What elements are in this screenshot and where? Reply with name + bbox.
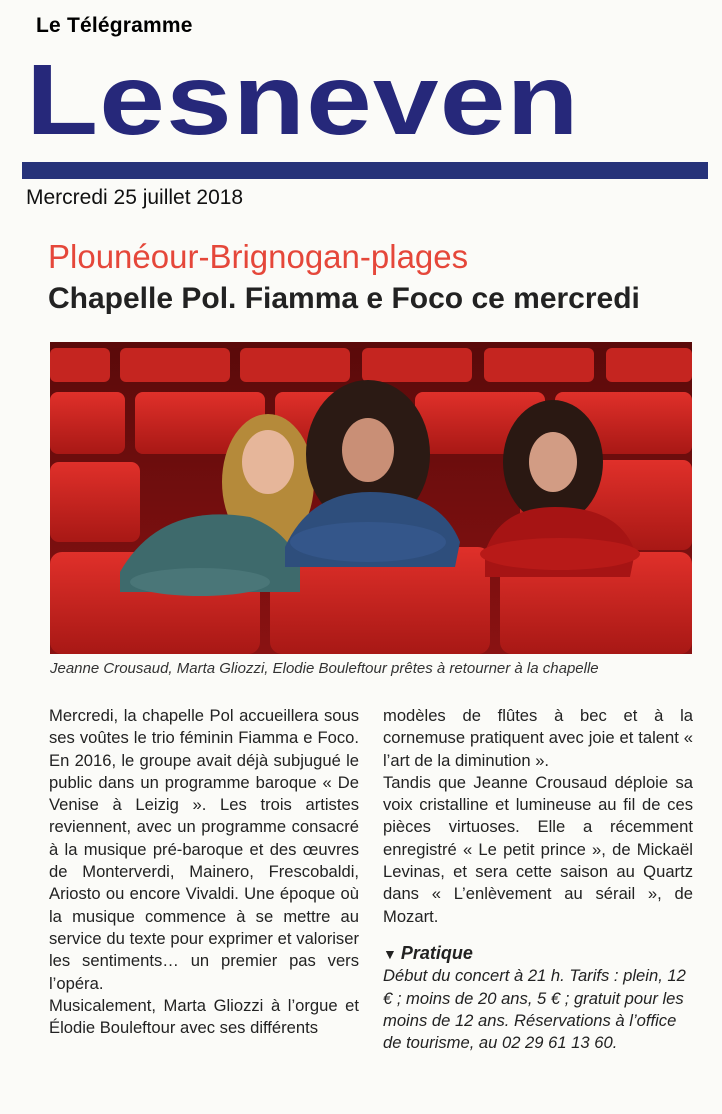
article-photo [50, 342, 692, 654]
pratique-heading [383, 942, 693, 965]
article-paragraph-continued: Musicalement, Marta Gliozzi à l’orgue et Élodie Bouleftour avec ses différents [49, 995, 359, 1038]
edition-masthead: Lesneven [26, 44, 580, 156]
pratique-heading-label: Pratique [400, 942, 473, 963]
newspaper-name: Le Télégramme [36, 14, 193, 37]
article-paragraph: Mercredi, la chapelle Pol accueillera sous ses voûtes le trio féminin Fiamma e Foco. En 2016, le groupe avait déjà subjugué le public dans un programme baroque « De Venise à Leizig ». Les trois artistes reviennent, avec un programme consacré à la musique pré-baroque et des œuvres de Monterverdi, Mainero, Frescobaldi, Ariosto ou encore Vivaldi. Une époque où la musique commence à se mettre au service du texte pour exprimer et valoriser les sentiments… un premier pas vers l’opéra. [49, 706, 359, 993]
article-body-left [49, 705, 359, 1039]
pratique-info: Début du concert à 21 h. Tarifs : plein, 12 € ; moins de 20 ans, 5 € ; gratuit pour les moins de 12 ans. Réservations à l’office de tourisme, au 02 29 61 13 60. [383, 966, 686, 1053]
theatre-seats-photo [50, 342, 692, 654]
article-paragraph-continued: modèles de flûtes à bec et à la cornemuse pratiquent avec joie et talent « l’art de la diminution ». [383, 706, 693, 770]
photo-caption: Jeanne Crousaud, Marta Gliozzi, Elodie Bouleftour prêtes à retourner à la chapelle [50, 660, 599, 677]
article-paragraph: Tandis que Jeanne Crousaud déploie sa voix cristalline et lumineuse au fil de ces pièces virtuoses. Elle a récemment enregistré « Le petit prince », de Mickaël Levinas, et sera cette saison au Quartz dans « L’enlèvement au sérail », de Mozart. [383, 772, 693, 926]
triangle-down-icon: ▼ [383, 945, 397, 962]
article-body-right [383, 705, 693, 1054]
masthead-rule [22, 162, 708, 179]
article-location: Plounéour-Brignogan-plages [48, 238, 469, 275]
publication-date: Mercredi 25 juillet 2018 [26, 186, 244, 209]
article-headline: Chapelle Pol. Fiamma e Foco ce mercredi [48, 282, 640, 315]
